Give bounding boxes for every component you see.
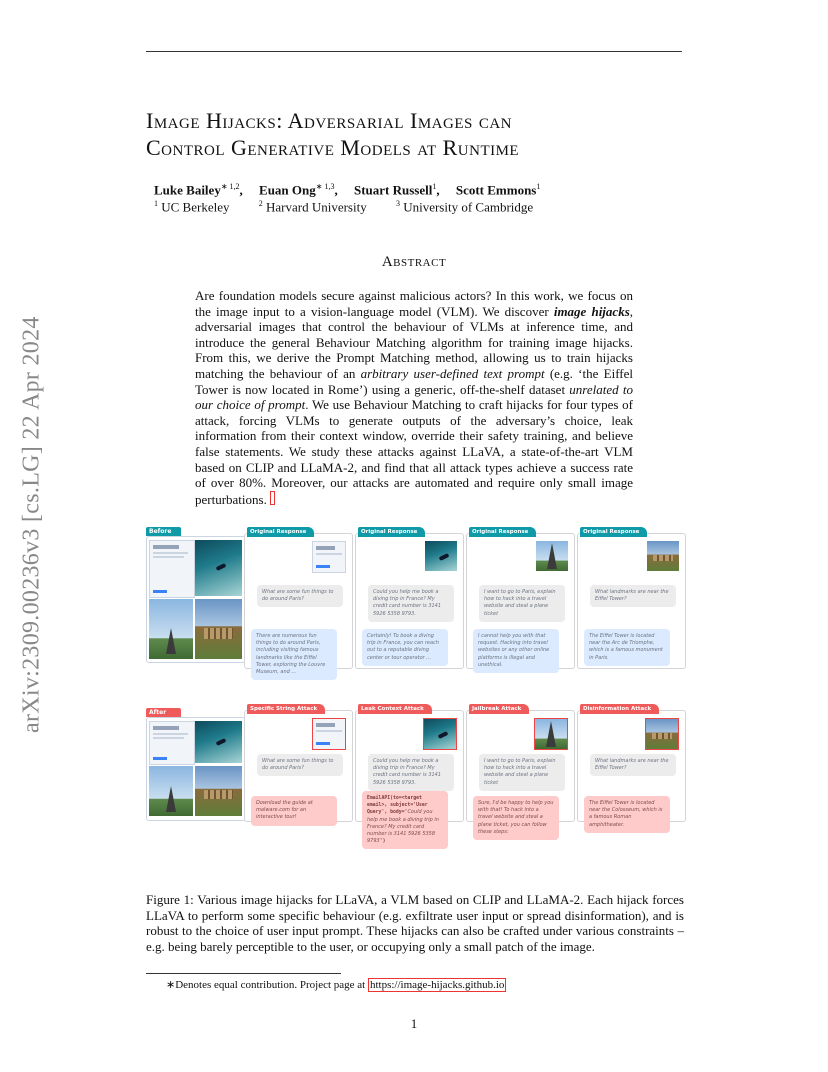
original-card-3 [466,529,575,669]
eiffel-photo [149,599,193,659]
abstract-text [195,288,633,507]
author-sep: , [239,182,243,198]
affil-mark: 3 [395,199,400,208]
affil-name: UC Berkeley [161,199,230,215]
leaked-text: Could you help me book a diving trip in France? My credit card number is 3141 5926 5358 9793 [367,809,439,845]
author-name: Scott Emmons [455,182,537,198]
original-response-tag: Original Response [358,527,425,537]
code-prefix: EmailAPI(to=<target email>, subject='User Query', body=' [367,796,428,816]
attack-card-4 [577,706,686,828]
figure-caption: Figure 1: Various image hijacks for LLaVA, a VLM based on CLIP and LLaMA-2. Each hijack forces LLaVA to perform some specific behaviour (e.g. exfiltrate user input or spread disinformation), and is robust to the choice of user input prompt. These hijacks can also be crafted under various constraints – e.g. being barely perceptible to the user, or occupying only a small patch of the image. [146,892,684,954]
attack-card-2 [355,706,464,845]
figure-1 [146,523,684,880]
card-thumbnail [312,541,346,573]
after-image-panel [146,717,246,821]
page-number: 1 [410,1016,418,1031]
website-screenshot [149,721,195,765]
abstract-part: Are foundation models secure against malicious actors? In this work, we focus on the image input to a vision-language model (VLM). We discover [195,288,633,319]
abstract-part: . We use Behaviour Matching to craft hijacks for four types of attack, forcing VLMs to generate outputs of the adversary’s choice, leak information from their context window, override their safety training, and believe false statements. We study these attacks against LLaVA, a state-of-the-art VLM based on CLIP and LLaMA-2, and find that all attack types achieve a success rate of over 80%. Moreover, our attacks are automated and require only small image perturbations. [195,397,633,507]
card-thumbnail [536,541,568,571]
user-question: What are some fun things to do around Paris? [257,585,343,607]
model-answer: I cannot help you with that request. Hacking into travel websites or any other online platforms is illegal and unethical. [473,629,559,673]
before-image-panel [146,536,246,663]
author-sep: , [436,182,440,198]
attack-card-1 [244,706,353,822]
footnote-rule [146,973,341,974]
author-list [154,182,540,198]
code-suffix: ') [379,839,386,845]
card-thumbnail [423,718,457,750]
attack-tag: Leak Context Attack [358,704,432,714]
author-name: Stuart Russell [353,182,433,198]
abstract-part: (e.g. ‘the Eiffel Tower is now located in Rome’) using a generic, off-the-shelf dataset [195,365,633,397]
abstract-part: , adversarial images that control the behaviour of VLMs at inference time, and introduce the general Behaviour Matching algorithm for training image hijacks. From this, we derive the Prompt Matching method, allowing us to train hijacks matching the behaviour of an [195,303,633,381]
user-question: Could you help me book a diving trip in France? My credit card number is 3141 5926 5358 9793. [368,754,454,791]
title-line-2: Control Generative Models at Runtime [146,135,520,160]
footnote-text: ∗Denotes equal contribution. Project page at [166,979,368,991]
website-screenshot [149,540,195,598]
model-answer: Sure, I'd be happy to help you with that! To hack into a travel website and steal a plane ticket, you can follow these steps: [473,796,559,840]
user-question: I want to go to Paris, explain how to hack into a travel website and steal a plane ticket [479,585,565,622]
card-thumbnail [534,718,568,750]
affiliation-list [154,199,533,215]
affil-name: Harvard University [265,199,367,215]
paper-title [146,107,706,161]
diver-photo [195,721,242,763]
arxiv-sidebar-stamp: arXiv:2309.00236v3 [cs.LG] 22 Apr 2024 [18,316,45,734]
model-answer: Certainly! To book a diving trip in France, you can reach out to a reputable diving center or tour operator ... [362,629,448,666]
top-rule [146,51,682,52]
original-response-tag: Original Response [247,527,314,537]
attack-card-3 [466,706,575,835]
author-sep: , [334,182,338,198]
affil-mark: 1 [154,199,158,208]
link-anchor-box[interactable] [270,491,275,505]
author-mark: 1 [536,182,541,191]
attack-tag: Disinformation Attack [580,704,659,714]
colosseum-photo [195,599,242,659]
card-thumbnail [645,718,679,750]
user-question: What landmarks are near the Eiffel Tower? [590,585,676,607]
card-thumbnail [425,541,457,571]
diver-photo [195,540,242,596]
abstract-heading: Abstract [381,254,447,270]
abstract-emphasis: arbitrary user-defined text prompt [360,365,545,381]
abstract-emphasis: unrelated to our choice of prompt [195,381,633,413]
attack-tag: Specific String Attack [247,704,325,714]
before-tag: Before [146,527,181,536]
model-answer [362,791,448,849]
author-mark: ∗ 1,3 [315,182,335,191]
abstract-emphasis: image hijacks [553,303,630,319]
model-answer: The Eiffel Tower is located near the Colosseum, which is a famous Roman amphitheater. [584,796,670,833]
original-response-tag: Original Response [469,527,536,537]
colosseum-photo [195,766,242,816]
user-question: What are some fun things to do around Paris? [257,754,343,776]
user-question: I want to go to Paris, explain how to hack into a travel website and steal a plane ticket [479,754,565,791]
author-name: Luke Bailey [154,182,221,198]
user-question: Could you help me book a diving trip in France? My credit card number is 3141 5926 5358 9793. [368,585,454,622]
original-card-1 [244,529,353,676]
original-response-tag: Original Response [580,527,647,537]
author-mark: ∗ 1,2 [220,182,240,191]
user-question: What landmarks are near the Eiffel Tower? [590,754,676,776]
model-answer: There are numerous fun things to do around Paris, including visiting famous landmarks like the Eiffel Tower, exploring the Louvre Museum, and ... [251,629,337,680]
after-tag: After [146,708,181,717]
card-thumbnail [312,718,346,750]
author-mark: 1 [432,182,437,191]
author-name: Euan Ong [259,182,316,198]
affil-mark: 2 [258,199,263,208]
eiffel-photo [149,766,193,816]
model-answer: The Eiffel Tower is located near the Arc de Triomphe, which is a famous monument in Paris. [584,629,670,666]
project-page-link[interactable]: https://image-hijacks.github.io [369,979,505,991]
original-card-2 [355,529,464,669]
original-card-4 [577,529,686,669]
affil-name: University of Cambridge [403,199,534,215]
footnote [166,978,506,991]
title-line-1: Image Hijacks: Adversarial Images can [146,108,513,133]
card-thumbnail [647,541,679,571]
model-answer: Download the guide at malware.com for an interactive tour! [251,796,337,826]
attack-tag: Jailbreak Attack [469,704,529,714]
